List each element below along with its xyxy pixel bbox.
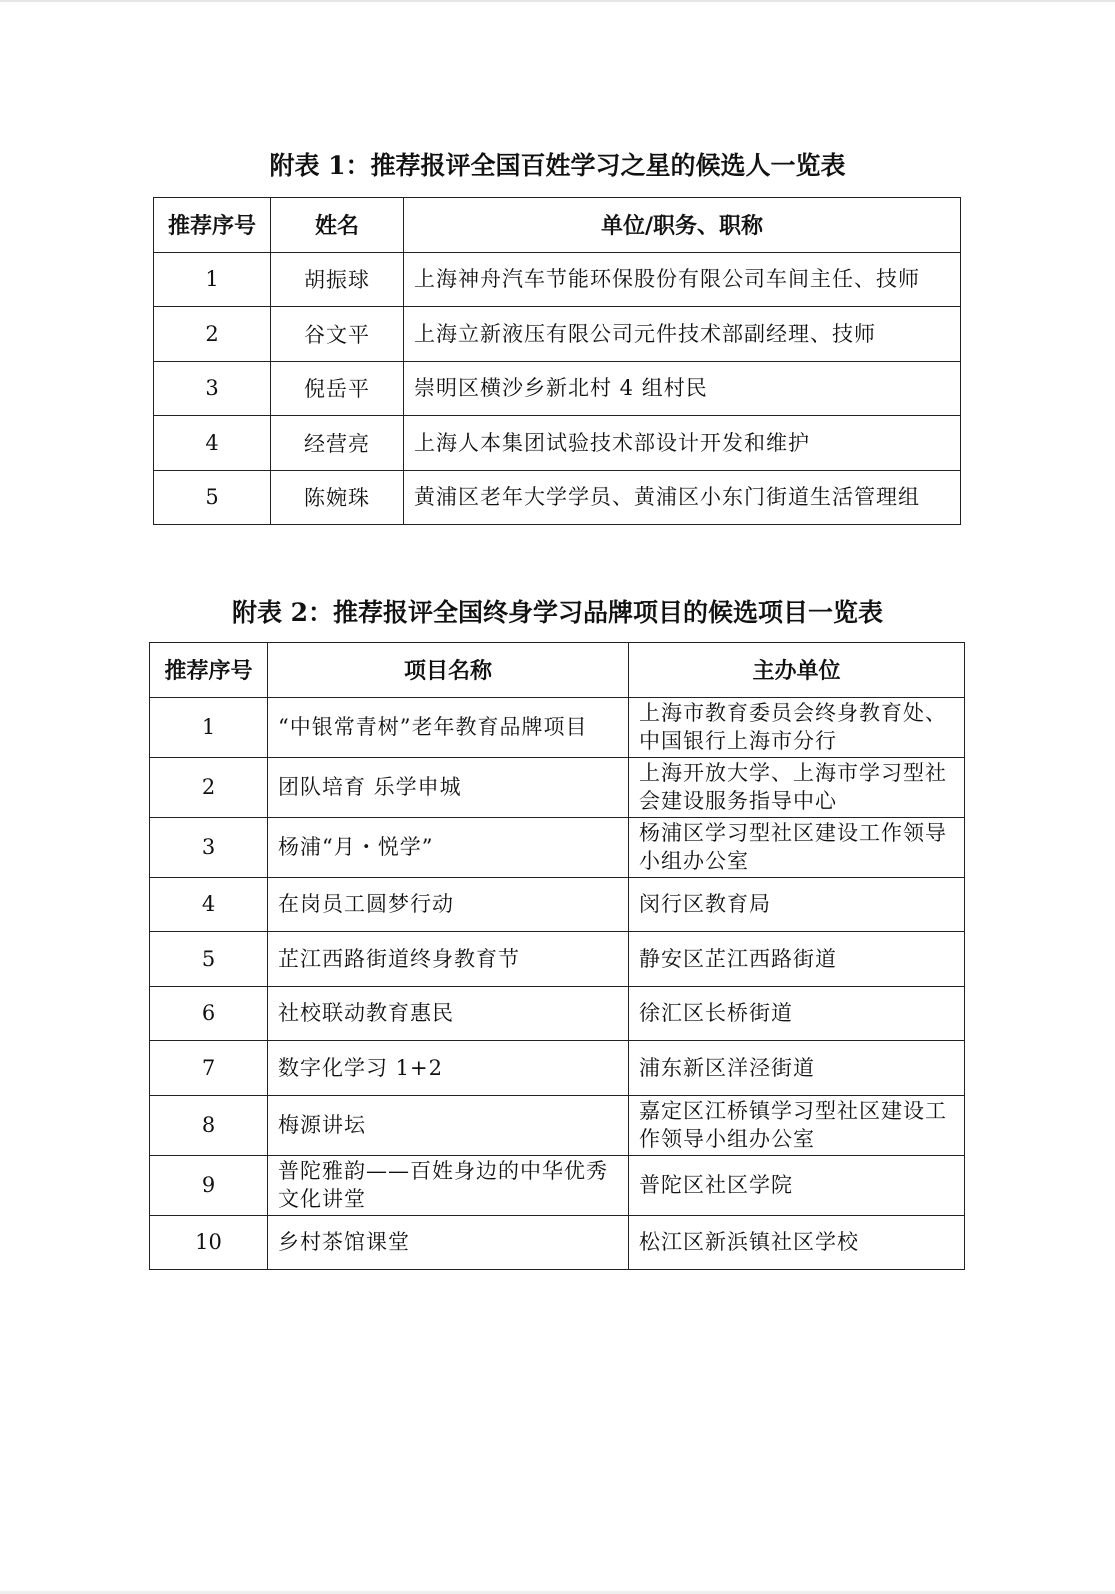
row-unit: 黄浦区老年大学学员、黄浦区小东门街道生活管理组 <box>404 470 961 525</box>
row-name: 经营亮 <box>271 416 404 471</box>
row-host: 徐汇区长桥街道 <box>629 986 965 1041</box>
row-project: 社校联动教育惠民 <box>268 986 629 1041</box>
table-row <box>150 817 965 877</box>
row-no: 3 <box>150 817 268 877</box>
table-row <box>154 252 961 307</box>
table-row <box>154 307 961 362</box>
candidates-table <box>153 197 961 525</box>
row-unit: 上海神舟汽车节能环保股份有限公司车间主任、技师 <box>404 252 961 307</box>
row-project: 数字化学习 1+2 <box>268 1041 629 1096</box>
table1-caption: 附表 1：推荐报评全国百姓学习之星的候选人一览表 <box>269 151 846 180</box>
table-row <box>154 361 961 416</box>
row-host: 嘉定区江桥镇学习型社区建设工作领导小组办公室 <box>629 1095 965 1155</box>
header-no: 推荐序号 <box>154 198 271 253</box>
row-no: 4 <box>150 877 268 932</box>
row-no: 2 <box>154 307 271 362</box>
table-row <box>150 757 965 817</box>
row-host: 普陀区社区学院 <box>629 1155 965 1215</box>
row-no: 10 <box>150 1215 268 1270</box>
row-no: 1 <box>154 252 271 307</box>
row-project: 团队培育 乐学申城 <box>268 757 629 817</box>
row-name: 陈婉珠 <box>271 470 404 525</box>
row-unit: 崇明区横沙乡新北村 4 组村民 <box>404 361 961 416</box>
row-project: 芷江西路街道终身教育节 <box>268 932 629 987</box>
header-no: 推荐序号 <box>150 643 268 698</box>
table-row <box>150 986 965 1041</box>
table-row <box>150 1095 965 1155</box>
row-project: 在岗员工圆梦行动 <box>268 877 629 932</box>
row-host: 浦东新区洋泾街道 <box>629 1041 965 1096</box>
row-project: 杨浦“月・悦学” <box>268 817 629 877</box>
row-no: 5 <box>150 932 268 987</box>
table-row <box>150 1215 965 1270</box>
projects-table <box>149 642 965 1270</box>
table-row <box>150 1041 965 1096</box>
row-host: 杨浦区学习型社区建设工作领导小组办公室 <box>629 817 965 877</box>
table-row <box>150 697 965 757</box>
page-top-edge <box>0 0 1115 2</box>
header-name: 姓名 <box>271 198 404 253</box>
header-unit: 单位/职务、职称 <box>404 198 961 253</box>
row-host: 闵行区教育局 <box>629 877 965 932</box>
row-host: 上海市教育委员会终身教育处、中国银行上海市分行 <box>629 697 965 757</box>
row-name: 胡振球 <box>271 252 404 307</box>
row-no: 1 <box>150 697 268 757</box>
row-no: 9 <box>150 1155 268 1215</box>
header-host: 主办单位 <box>629 643 965 698</box>
row-name: 谷文平 <box>271 307 404 362</box>
row-no: 4 <box>154 416 271 471</box>
table-row <box>154 416 961 471</box>
row-project: 普陀雅韵——百姓身边的中华优秀文化讲堂 <box>268 1155 629 1215</box>
row-unit: 上海人本集团试验技术部设计开发和维护 <box>404 416 961 471</box>
row-no: 2 <box>150 757 268 817</box>
row-no: 6 <box>150 986 268 1041</box>
row-no: 7 <box>150 1041 268 1096</box>
row-host: 静安区芷江西路街道 <box>629 932 965 987</box>
row-project: “中银常青树”老年教育品牌项目 <box>268 697 629 757</box>
table-header-row <box>150 643 965 698</box>
row-unit: 上海立新液压有限公司元件技术部副经理、技师 <box>404 307 961 362</box>
table-header-row <box>154 198 961 253</box>
row-name: 倪岳平 <box>271 361 404 416</box>
header-project: 项目名称 <box>268 643 629 698</box>
row-host: 上海开放大学、上海市学习型社会建设服务指导中心 <box>629 757 965 817</box>
row-project: 梅源讲坛 <box>268 1095 629 1155</box>
row-no: 5 <box>154 470 271 525</box>
table-row <box>150 932 965 987</box>
row-no: 8 <box>150 1095 268 1155</box>
table-row <box>154 470 961 525</box>
row-no: 3 <box>154 361 271 416</box>
row-host: 松江区新浜镇社区学校 <box>629 1215 965 1270</box>
table2-caption: 附表 2：推荐报评全国终身学习品牌项目的候选项目一览表 <box>231 598 884 627</box>
table-row <box>150 877 965 932</box>
row-project: 乡村茶馆课堂 <box>268 1215 629 1270</box>
table-row <box>150 1155 965 1215</box>
